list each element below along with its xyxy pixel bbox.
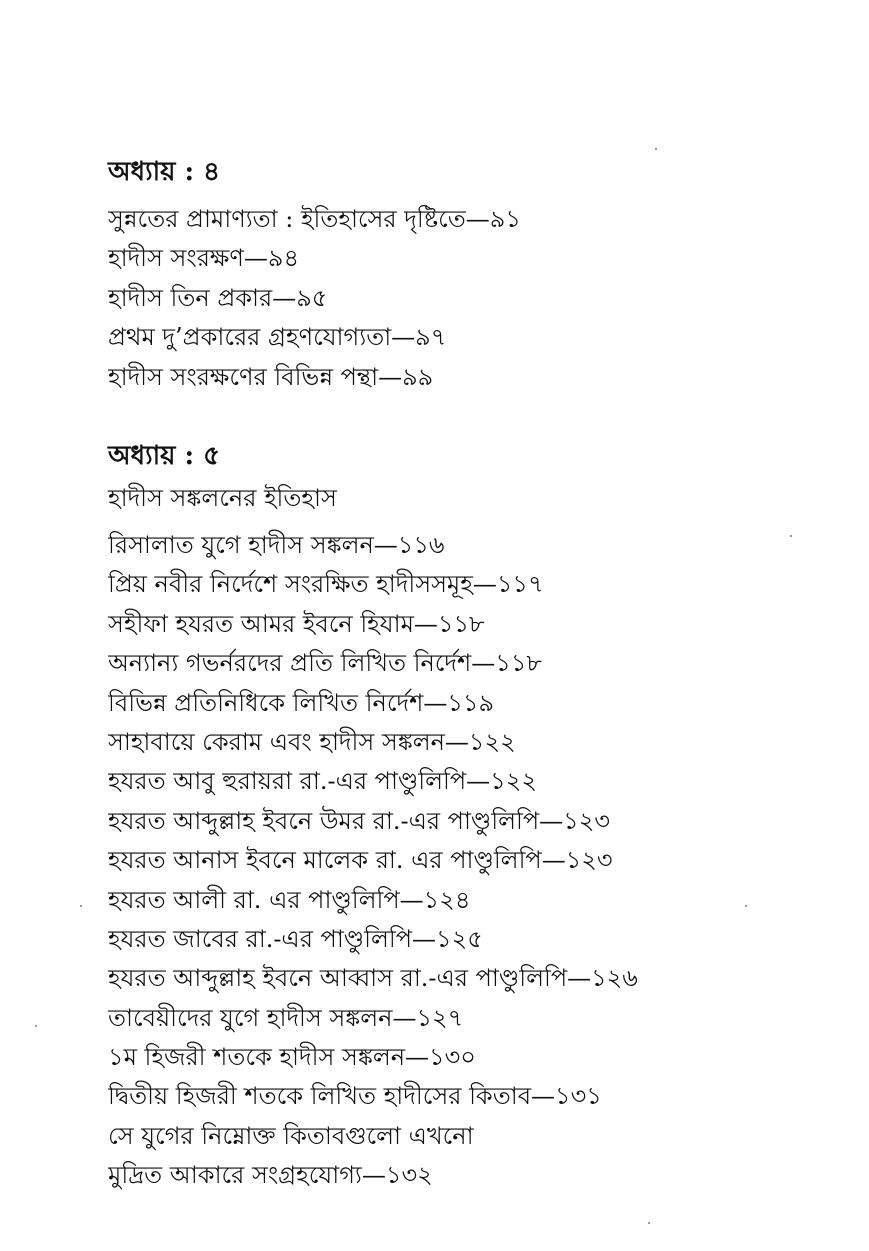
scan-speck bbox=[648, 1222, 650, 1224]
toc-entry: মুদ্রিত আকারে সংগ্রহযোগ্য—১৩২ bbox=[108, 1161, 433, 1190]
toc-entry: রিসালাত যুগে হাদীস সঙ্কলন—১১৬ bbox=[108, 531, 445, 559]
scan-speck bbox=[745, 905, 747, 907]
toc-entry: সহীফা হযরত আমর ইবনে হিযাম—১১৮ bbox=[108, 609, 485, 638]
toc-entry: হাদীস সংরক্ষণ—৯৪ bbox=[108, 244, 300, 273]
chapter-5-subtitle: হাদীস সঙ্কলনের ইতিহাস bbox=[108, 484, 337, 512]
toc-entry: ১ম হিজরী শতকে হাদীস সঙ্কলন—১৩০ bbox=[108, 1043, 476, 1072]
toc-entry: সুন্নতের প্রামাণ্যতা : ইতিহাসের দৃষ্টিতে—৯১ bbox=[108, 205, 521, 233]
toc-entry: হাদীস তিন প্রকার—৯৫ bbox=[108, 283, 328, 312]
chapter-5-entries bbox=[108, 526, 828, 1196]
scan-speck bbox=[80, 905, 82, 907]
scan-speck bbox=[790, 535, 792, 537]
chapter-4-section bbox=[108, 150, 828, 397]
toc-entry: সাহাবায়ে কেরাম এবং হাদীস সঙ্কলন—১২২ bbox=[108, 727, 516, 756]
toc-entry: হযরত আব্দুল্লাহ ইবনে উমর রা.-এর পাণ্ডুলিপি—১২৩ bbox=[108, 806, 610, 835]
toc-entry: বিভিন্ন প্রতিনিধিকে লিখিত নির্দেশ—১১৯ bbox=[108, 688, 495, 717]
toc-entry: হযরত আব্দুল্লাহ ইবনে আব্বাস রা.-এর পাণ্ডুলিপি—১২৬ bbox=[108, 964, 638, 993]
toc-entry: দ্বিতীয় হিজরী শতকে লিখিত হাদীসের কিতাব—১৩১ bbox=[108, 1082, 602, 1111]
toc-entry: তাবেয়ীদের যুগে হাদীস সঙ্কলন—১২৭ bbox=[108, 1003, 464, 1032]
toc-entry: হযরত আনাস ইবনে মালেক রা. এর পাণ্ডুলিপি—১২৩ bbox=[108, 846, 613, 875]
scan-speck bbox=[655, 148, 657, 150]
toc-entry: প্রিয় নবীর নির্দেশে সংরক্ষিত হাদীসসমূহ—১১৭ bbox=[108, 570, 544, 599]
toc-entry: অন্যান্য গভর্নরদের প্রতি লিখিত নির্দেশ—১১৮ bbox=[108, 649, 542, 678]
chapter-4-heading: অধ্যায় : ৪ bbox=[108, 157, 221, 187]
toc-entry: প্রথম দু’প্রকারের গ্রহণযোগ্যতা—৯৭ bbox=[108, 323, 447, 352]
toc-entry: হযরত আবু হুরায়রা রা.-এর পাণ্ডুলিপি—১২২ bbox=[108, 767, 537, 796]
chapter-5-heading: অধ্যায় : ৫ bbox=[108, 441, 221, 471]
toc-entry: হযরত জাবের রা.-এর পাণ্ডুলিপি—১২৫ bbox=[108, 924, 483, 953]
toc-entry: হযরত আলী রা. এর পাণ্ডুলিপি—১২৪ bbox=[108, 885, 471, 914]
chapter-5-section bbox=[108, 434, 828, 1196]
toc-entry: সে যুগের নিম্নোক্ত কিতাবগুলো এখনো bbox=[108, 1121, 474, 1150]
scan-speck bbox=[35, 1025, 37, 1027]
toc-entry: হাদীস সংরক্ষণের বিভিন্ন পন্থা—৯৯ bbox=[108, 362, 434, 391]
chapter-4-entries bbox=[108, 200, 828, 397]
